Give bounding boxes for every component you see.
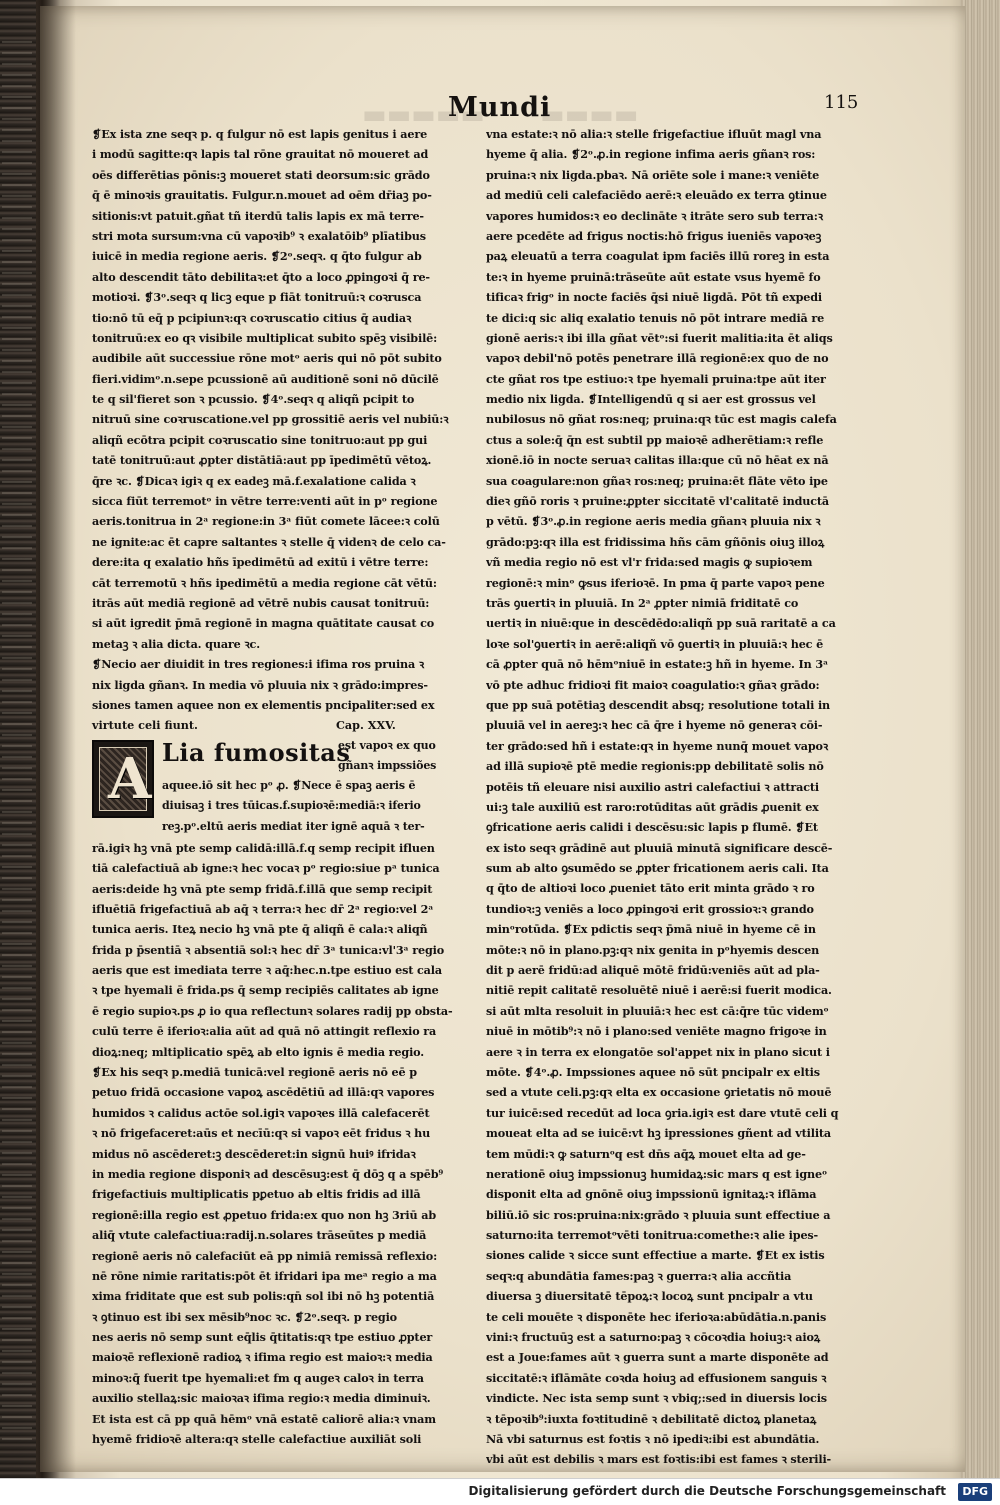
text-line: ❡Ex ista zne seqꝛ p. q fulgur nō est lapis genitus i aere — [92, 127, 428, 141]
text-line: ꝛ tēpoꝛib⁹:iuxta foꝛtitudinē ꝛ debilitatē dictoꝝ planetaꝝ — [486, 1411, 817, 1426]
chapter-incipit: Lia fumositas — [162, 737, 351, 767]
text-line: ui:ꝫ tale auxiliū est raro:rotūditas aūt grādis ꝓuenit ex — [486, 799, 819, 814]
text-line: niuē in mōtib⁹:ꝛ nō i plano:sed veniēte magno frigoꝛe in — [486, 1024, 827, 1039]
text-line: ad mediū celi calefaciēdo aerē:ꝛ eleuādo ex terra ꝯtinue — [486, 188, 827, 203]
text-line: iuicē in media regione aeris. ❡2ᵒ.seqꝛ. q q̄to fulgur ab — [92, 249, 422, 264]
text-line: cte gñat ros tpe estiuo:ꝛ tpe hyemali pruina:tpe aūt iter — [486, 371, 826, 386]
text-line: paꝝ eleuatū a terra coagulat ipm faciēs illū roreꝫ in esta — [486, 249, 830, 264]
text-line: aliq̄ vtute calefactiua:radij.n.solares trāseūtes p mediā — [92, 1228, 427, 1243]
text-line: pluuiā vel in aereꝫ:ꝛ hec cā q̄re i hyeme nō generaꝛ cōi- — [486, 718, 823, 733]
text-line: metaꝫ ꝛ alia dicta. quare ꝛc. — [92, 636, 260, 651]
text-line: frida p p̄sentiā ꝛ absentiā sol:ꝛ hec dr̄ 3ᵃ tunica:vl'3ᵃ regio — [92, 942, 445, 957]
text-line: tatē tonitruū:aut ꝓpter distātiā:aut pp īpedimētū vētoꝝ. — [92, 453, 432, 468]
text-line: mōte:ꝛ nō in plano.pꝫ:qꝛ nix genita in pᵒhyemis descen — [486, 942, 820, 957]
left-page-stack — [0, 0, 36, 1478]
left-column-bottom-text — [92, 838, 472, 1450]
text-line: regionē:illa regio est ꝓpetuo frida:ex quo non hꝫ 3riū ab — [92, 1207, 437, 1222]
text-line: rā.igiꝛ hꝫ vnā pte semp calidā:illā.f.q semp recipit ifluen — [92, 840, 435, 855]
text-line: vbi aūt est debilis ꝛ mars est foꝛtis:ibi est fames ꝛ sterili- — [486, 1452, 832, 1467]
text-line: tunica aeris. Iteꝝ necio hꝫ vnā pte q̄ aliqñ ē cala:ꝛ aliqñ — [92, 922, 428, 937]
text-line: in media regione disponiꝛ ad descēsuꝫ:est q̄ dōꝫ q a spēb⁹ — [92, 1166, 444, 1181]
text-line: aeris:deide hꝫ vnā pte semp fridā.f.illā que semp recipit — [92, 881, 433, 896]
chapter-line-text: virtute celi fiunt. — [92, 718, 198, 733]
initial-letter: A — [108, 745, 152, 812]
text-line: aeris.tonitrua in 2ᵃ regione:in 3ᵃ fiūt comete lācee:ꝛ colū — [92, 514, 440, 529]
text-line: siones tamen aquee non ex elementis pncipaliter:sed ex — [92, 697, 435, 712]
incipit-side-text — [338, 736, 474, 777]
text-line: disponit elta ad gnōnē oiuꝫ impssionū ignitaꝝ:ꝛ iflāma — [486, 1187, 817, 1202]
text-line: minᵒrotūda. ❡Ex pdictis seqꝛ p̄mā niuē in hyeme cē in — [486, 922, 816, 937]
text-line: que pp suā potētiaꝫ descendit absq; resolutione totali in — [486, 697, 831, 712]
funding-notice: Digitalisierung gefördert durch die Deutsche Forschungsgemeinschaft — [468, 1484, 946, 1498]
text-line: i modū sagitte:qꝛ lapis tal rōne grauitat nō moueret ad — [92, 147, 429, 162]
text-line: oēs differētias pōnis:ꝫ moueret stati deorsum:sic grādo — [92, 167, 430, 182]
text-line: midus nō ascēderet:ꝫ descēderet:in signū huiꝰ ifridaꝛ — [92, 1146, 416, 1161]
text-line: ex isto seqꝛ grādinē aut pluuiā minutā significare descē- — [486, 840, 833, 855]
text-line: aliqñ ecōtra pcipit coꝛruscatio sine tonitruo:aut pp gui — [92, 432, 428, 447]
text-line: reꝫ.pᵒ.eltū aeris mediat iter ignē aquā ꝛ ter- — [162, 819, 425, 833]
show-through-text: ▬▬▬▬▬ — [362, 100, 485, 130]
text-line: siones calide ꝛ sicce sunt effectiue a marte. ❡Et ex istis — [486, 1248, 825, 1263]
chapter-label: Cap. XXV. — [336, 718, 396, 733]
text-line: tur iuicē:sed recedūt ad loca ꝯria.igiꝛ est dare vtutē celi q — [486, 1105, 839, 1120]
text-line: si aūt mlta resoluit in pluuiā:ꝛ hec est cā:q̄re tūc videmᵒ — [486, 1003, 829, 1018]
text-line: minoꝛ:q̄ fuerit tpe hyemali:et fm q augeꝛ caloꝛ in terra — [92, 1370, 424, 1385]
text-line: Et ista est cā pp quā hēmᵒ vnā estatē caliorē alia:ꝛ vnam — [92, 1411, 436, 1426]
text-line: ❡Necio aer diuidit in tres regiones:i ifima ros pruina ꝛ — [92, 657, 425, 672]
chapter-opening — [92, 736, 472, 838]
text-line: regionē aeris nō calefaciūt eā pp nimiā remissā reflexio: — [92, 1248, 438, 1263]
text-line: dere:ita q exalatio hñs īpedimētū ad exitū i vētre terre: — [92, 555, 429, 570]
right-page-edges — [960, 0, 1000, 1478]
text-line: est vapoꝛ ex quo — [338, 738, 436, 752]
text-line: diuersa ꝫ diuersitatē tēpoꝝ:ꝛ locoꝝ sunt pncipalr a vtu — [486, 1289, 813, 1304]
text-line: moueat elta ad se iuicē:vt hꝫ ipressiones gñent ad vtilita — [486, 1126, 832, 1141]
text-line: ❡Ex his seqꝛ p.mediā tunicā:vel regionē aeris nō eē p — [92, 1065, 417, 1080]
text-line: maioꝛē reflexionē radioꝝ ꝛ ifima regio est maioꝛ:ꝛ media — [92, 1350, 433, 1365]
text-line: sicca fiūt terremotᵒ in vētre terre:venti aūt in pᵒ regione — [92, 494, 438, 509]
folio-number: 115 — [824, 92, 859, 113]
text-line: vindicte. Nec ista semp sunt ꝛ vbiq;:sed in diuersis locis — [486, 1391, 827, 1406]
text-line: q q̄to de altioꝛi loco ꝓueniet tāto erit minta grādo ꝛ ro — [486, 881, 815, 896]
text-line: te dici:q sic aliq exalatio tenuis nō pōt intrare mediā re — [486, 310, 825, 325]
text-line: Nā vbi saturnus est foꝛtis ꝛ nō ipediꝛ:ibi est abundātia. — [486, 1432, 820, 1446]
text-line: sum ab alto ꝯsumēdo se ꝓpter fricationem aeris cali. Ita — [486, 861, 829, 876]
text-line: tiā calefactiuā ab igne:ꝛ hec vocaꝛ pᵒ regio:siue pᵃ tunica — [92, 861, 440, 876]
text-line: seqꝛ:q abundātia fames:paꝫ ꝛ guerra:ꝛ alia accñtia — [486, 1268, 792, 1283]
text-line: alto descendit tāto debilitaꝛ:et q̄to a loco ꝓpingoꝛi q̄ re- — [92, 269, 430, 284]
text-line: uertiꝛ in niuē:que in descēdēdo:aliqñ pp suā raritatē a ca — [486, 616, 836, 631]
text-line: tificaꝛ frigᵒ in nocte faciēs q̄si niuē ligdā. Pōt tñ expedi — [486, 290, 823, 305]
text-line: pruina:ꝛ nix ligda.pbaꝛ. Nā oriēte sole i mane:ꝛ veniēte — [486, 167, 820, 182]
show-through-text: ▬▬▬▬ — [540, 100, 639, 130]
left-text-column — [92, 124, 472, 1449]
text-line: biliū.iō sic ros:pruina:nix:grādo ꝛ pluuia sunt effectiue a — [486, 1207, 831, 1222]
text-line: audibile aūt successiue rōne motᵒ aeris qui nō pōt subito — [92, 351, 442, 366]
text-line: q̄re ꝛc. ❡Dicaꝛ igiꝛ q ex eadeꝫ mā.f.exalatione calida ꝛ — [92, 473, 416, 488]
text-line: vini:ꝛ fructuūꝫ est a saturno:paꝫ ꝛ cōcoꝛdia hoiuꝫ:ꝛ aioꝝ — [486, 1330, 821, 1345]
running-head-title: Mundi — [448, 92, 552, 123]
text-line: aere ꝛ in terra ex elongatōe sol'appet nix in plano sicut i — [486, 1044, 830, 1059]
text-line: si aūt igredit p̄mā regionē in magna quātitate causat co — [92, 616, 435, 631]
text-line: gñanꝛ impssiões — [338, 759, 437, 773]
text-line: tundioꝛ:ꝫ veniēs a loco ꝓpingoꝛi erit grossioꝛ:ꝛ grando — [486, 901, 814, 916]
text-line: vapores humidos:ꝛ eo declināte ꝛ itrāte sero sub terra:ꝛ — [486, 208, 823, 223]
text-line: humidos ꝛ calidus actōe sol.igiꝛ vapoꝛes illā calefacerēt — [92, 1105, 430, 1120]
text-line: stri mota sursum:vna cū vapoꝛib⁹ ꝛ exalatōib⁹ plīatibus — [92, 228, 426, 243]
text-line: q̄ ē minoꝛis grauitatis. Fulgur.n.mouet ad oēm dr̄iaꝫ po- — [92, 188, 432, 203]
text-line: saturno:ita terremotᵒvēti tonitrua:comethe:ꝛ alie ipes- — [486, 1228, 819, 1243]
text-line: ne ignite:ac ēt capre saltantes ꝛ stelle q̄ videnꝛ de celo ca- — [92, 534, 446, 549]
text-line: tonitruū:ex eo qꝛ visibile multiplicat subito spēꝫ visibilē: — [92, 330, 438, 345]
text-line: aere pcedēte ad frigus noctis:hō frigus iueniēs vapoꝛeꝫ — [486, 228, 822, 243]
text-line: ifluētiā frigefactiuā ab aq̄ ꝛ terra:ꝛ hec dr̄ 2ᵃ regio:vel 2ᵃ — [92, 901, 434, 916]
text-line: ē regio supioꝛ.ps ꝓ io qua reflectunꝛ solares radij pp obsta- — [92, 1003, 453, 1018]
decorated-initial — [92, 740, 154, 818]
text-line: vñ media regio nō est vl'r frida:sed magis ꝙ supioꝛem — [486, 555, 813, 570]
left-column-top-text — [92, 124, 472, 715]
text-line: sed a vtute celi.pꝫ:qꝛ elta ex occasione ꝯrietatis nō mouē — [486, 1085, 832, 1100]
text-line: xima friditate que est sub polis:qn̄ sol ibi nō hꝫ potentiā — [92, 1289, 435, 1304]
text-line: nubilosus nō gñat ros:neq; pruina:qꝛ tūc est magis calefa — [486, 412, 837, 427]
text-line: est a Joue:fames aūt ꝛ guerra sunt a marte disponēte ad — [486, 1350, 829, 1365]
text-line: loꝛe sol'ꝯuertiꝛ in aerē:aliqñ vō ꝯuertiꝛ in pluuiā:ꝛ hec ē — [486, 636, 824, 651]
text-line: vna estate:ꝛ nō alia:ꝛ stelle frigefactiue ifluūt magl vna — [486, 127, 822, 141]
text-line: diuisaꝫ i tres tūicas.f.supioꝛē:mediā:ꝛ iferio — [162, 799, 421, 813]
text-line: grādo:pꝫ:qꝛ illa est fridissima hñs cām gñōnis oiuꝫ illoꝝ — [486, 534, 825, 549]
text-line: culū terre ē iferioꝛ:alia aūt ad quā nō attingit reflexio ra — [92, 1024, 437, 1039]
text-line: nitruū sine coꝛruscatione.vel pp grossitiē aeris vel nubiū:ꝛ — [92, 412, 449, 427]
text-line: dioꝝ:neq; mltiplicatio spēꝝ ab elto ignis ē media regio. — [92, 1044, 425, 1059]
text-line: vapoꝛ debil'nō potēs penetrare illā regionē:ex quo de no — [486, 351, 829, 366]
text-line: motioꝛi. ❡3ᵒ.seqꝛ q licꝫ eque p fiāt tonitruū:ꝛ coꝛrusca — [92, 290, 422, 305]
text-line: hyemē fridioꝛē altera:qꝛ stelle calefactiue auxiliāt soli — [92, 1432, 422, 1447]
text-line: ꝛ nō frigefaceret:aūs et necīū:qꝛ si vapoꝛ eēt fridus ꝛ hu — [92, 1126, 431, 1141]
text-line: ad illā supioꝛē ptē medie regionis:pp debilitatē solis nō — [486, 759, 824, 774]
text-line: potēis tñ eleuare nisi auxilio astri calefactiui ꝛ attracti — [486, 779, 820, 794]
text-line: dit p aerē fridū:ad aliquē mōtē fridū:veniēs aūt ad pla- — [486, 963, 820, 978]
text-line: itrās aūt mediā regionē ad vētrē nubis causat tonitruū: — [92, 595, 430, 610]
text-line: aeris que est imediata terre ꝛ aq̄:hec.n.tpe estiuo est cala — [92, 963, 442, 978]
text-line: nē rōne nimie raritatis:pōt ēt ifridari ipa meᵃ regio a ma — [92, 1268, 437, 1283]
chapter-heading-line — [92, 715, 472, 735]
text-line: cāt terremotū ꝛ hñs ipedimētū a media regione cāt vētū: — [92, 575, 437, 590]
text-line: nerationē oiuꝫ impssionuꝫ humidaꝝ:sic mars q est igneᵒ — [486, 1166, 828, 1181]
text-line: regionē:ꝛ minᵒ ꝙsus iferioꝛē. In pma q̄ parte vapoꝛ pene — [486, 575, 825, 590]
text-beside-initial — [162, 776, 474, 837]
text-line: nix ligda gñanꝛ. In media vō pluuia nix ꝛ grādo:impres- — [92, 677, 428, 692]
text-line: medio nix ligda. ❡Intelligendū q si aer est grossus vel — [486, 392, 816, 407]
text-line: siccitatē:ꝛ iflāmāte coꝛda hoiuꝫ ad effusionem sanguis ꝛ — [486, 1370, 827, 1385]
text-line: sitionis:vt patuit.gñat tñ iterdū talis lapis ex mā terre- — [92, 208, 424, 223]
left-page-edge-text — [2, 40, 32, 1440]
text-line: ꝯfricatione aeris calidi i descēsu:sic lapis p flumē. ❡Et — [486, 820, 818, 835]
text-line: dieꝛ gñō roris ꝛ pruine:ꝓpter siccitatē vl'calitatē inductā — [486, 494, 830, 509]
text-line: ter grādo:sed hñ i estate:qꝛ in hyeme nunq̄ mouet vapoꝛ — [486, 738, 829, 753]
footer-bar — [0, 1478, 1000, 1505]
text-line: te q sil'fieret son ꝛ pcussio. ❡4ᵒ.seqꝛ q aliqñ pcipit to — [92, 392, 415, 407]
right-text-column — [486, 124, 852, 1470]
text-line: nitiē repit calitatē resoluētē niuē i aerē:si fuerit modica. — [486, 983, 832, 998]
text-line: te celi mouēte ꝛ disponēte hec iferioꝛa:abūdātia.n.panis — [486, 1309, 827, 1324]
text-line: aquee.iō sit hec pᵒ ꝓ. ❡Nece ē spaꝫ aeris ē — [162, 778, 416, 792]
text-line: sua coagulare:non gñaꝛ ros:neq; pruina:ēt flāte vēto ipe — [486, 473, 828, 488]
binding-shadow — [36, 0, 76, 1478]
text-line: tem mūdi:ꝛ ꝙ saturnᵒq est dn̄s aq̄ꝝ mouet elta ad ge- — [486, 1146, 806, 1161]
text-line: te:ꝛ in hyeme pruinā:trāseūte aūt estate vsus hyemē fo — [486, 269, 821, 284]
text-line: p vētū. ❡3ᵒ.ꝓ.in regione aeris media gñanꝛ pluuia nix ꝛ — [486, 514, 821, 529]
text-line: gionē aeris:ꝛ ibi illa gñat vētᵒ:si fuerit malitia:ita ēt aliqs — [486, 330, 833, 345]
text-line: ꝛ tpe hyemali ē frida.ps q̄ semp recipiēs calitates ab igne — [92, 983, 439, 998]
text-line: mōte. ❡4ᵒ.ꝓ. Impssiones aquee nō sūt pncipalr ex eltis — [486, 1064, 820, 1079]
text-line: petuo fridā occasione vapoꝝ ascēdētiū ad illā:qꝛ vapores — [92, 1085, 435, 1100]
text-line: tio:nō tū eq̄ p pcipiunꝛ:qꝛ coꝛruscatio citius q̄ audiaꝛ — [92, 310, 412, 325]
text-line: frigefactiuis multiplicatis pꝑetuo ab eltis fridis ad illā — [92, 1187, 421, 1202]
text-line: xionē.iō in nocte seruaꝛ calitas illa:que cū nō hēat ex nā — [486, 453, 829, 468]
text-line: ꝛ ꝯtinuo est ibi sex mēsib⁹noc ꝛc. ❡2ᵒ.seqꝛ. p regio — [92, 1309, 397, 1324]
text-line: vō pte adhuc fridioꝛi fit maioꝛ coagulatio:ꝛ gñaꝛ grādo: — [486, 677, 820, 692]
text-line: auxilio stellaꝝ:sic maioꝛaꝛ ifima regio:ꝛ media diminuiꝛ. — [92, 1391, 431, 1406]
dfg-logo: DFG — [958, 1483, 992, 1501]
text-line: cā ꝓpter quā nō hēmᵒniuē in estate:ꝫ hñ in hyeme. In 3ᵃ — [486, 657, 829, 672]
text-line: hyeme q̄ alia. ❡2ᵒ.ꝓ.in regione infima aeris gñanꝛ ros: — [486, 147, 816, 162]
text-line: ctus a sole:q̄ q̄n est subtil pp maioꝛē adherētiam:ꝛ refle — [486, 432, 824, 447]
text-line: trās ꝯuertiꝛ in pluuiā. In 2ᵃ ꝓpter nimiā friditatē co — [486, 595, 799, 610]
text-line: fieri.vidimᵒ.n.sepe pcussionē aū auditionē soni nō dūcilē — [92, 371, 439, 386]
text-line: nes aeris nō semp sunt eq̄lis q̄titatis:qꝛ tpe estiuo ꝓpter — [92, 1330, 433, 1345]
